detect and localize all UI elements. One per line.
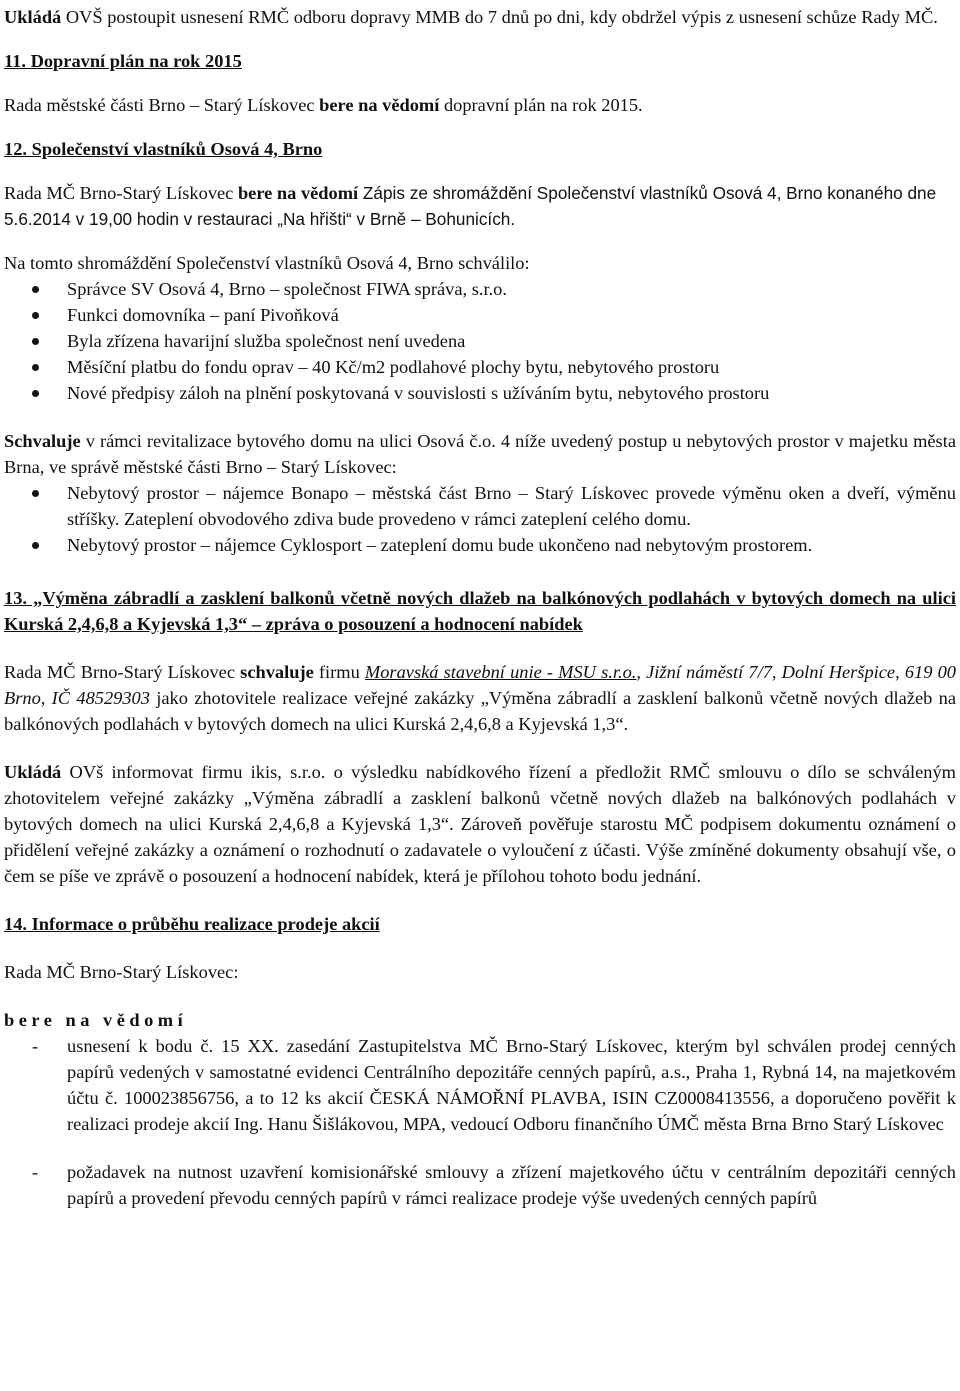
bullet-icon [32,490,39,497]
ovs-lead-word: Ukládá [4,7,62,27]
list-item: Správce SV Osová 4, Brno – společnost FIWA správa, s.r.o. [4,276,956,302]
section-13-instruction: Ukládá OVš informovat firmu ikis, s.r.o. o výsledku nabídkového řízení a předložit RMČ smlouvu o dílo se schváleným zhotovitelem veřejné zakázky „Výměna zábradlí a zasklení balkonů včetně nových dlažeb na balkónových podlahách v bytových domech na ulici Kurská 2,4,6,8 a Kyjevská 1,3“. Zároveň pověřuje starostu MČ podpisem dokumentu oznámení o přidělení veřejné zakázky a oznámení o rozhodnutí o zadavatele o vyloučení z účasti. Výše zmíněné dokumenty obsahují vše, o čem se píše ve zprávě o posouzení a hodnocení nabídek, která je přílohou tohoto bodu jednání. [4,762,956,886]
bullet-icon [32,542,39,549]
section-14-heading: 14. Informace o průběhu realizace prodeje akcií [4,914,380,934]
section-14-intro: Rada MČ Brno-Starý Lískovec: [4,962,239,982]
section-12-heading: 12. Společenství vlastníků Osová 4, Brno [4,139,323,159]
dash-marker: - [32,1162,39,1182]
contractor-address: , Jižní náměstí 7/7, Dolní Heršpice, 619 00 Brno, IČ 48529303 [4,662,956,708]
section-12-approved-intro: Na tomto shromáždění Společenství vlastníků Osová 4, Brno schválilo: [4,253,530,273]
list-item: Byla zřízena havarijní služba společnost není uvedena [4,328,956,354]
contractor-name: Moravská stavební unie - MSU s.r.o. [364,662,637,682]
section-13-heading: 13. „Výměna zábradlí a zasklení balkonů včetně nových dlažeb na balkónových podlahách v bytových domech na ulici Kurská 2,4,6,8 a Kyjevská 1,3“ – zpráva o posouzení a hodnocení nabídek [4,588,956,634]
list-item: - požadavek na nutnost uzavření komisionářské smlouvy a zřízení majetkového účtu v centrálním depozitáři cenných papírů a provedení převodu cenných papírů v rámci realizace prodeje výše uvedených cenných papírů [4,1159,956,1211]
dash-marker: - [32,1036,39,1056]
bullet-icon [32,338,39,345]
section-12-approved-list [4,276,956,406]
section-11-heading: 11. Dopravní plán na rok 2015 [4,51,242,71]
list-item: Funkci domovníka – paní Pivoňková [4,302,956,328]
list-item: Nebytový prostor – nájemce Cyklosport – zateplení domu bude ukončeno nad nebytovým prostorem. [4,532,956,558]
section-12-resolution: Rada MČ Brno-Starý Lískovec bere na vědomí Zápis ze shromáždění Společenství vlastníků Osová 4, Brno konaného dne 5.6.2014 v 19,00 hodin v restauraci „Na hřišti“ v Brně – Bohunicích. [4,183,937,229]
list-item: Nebytový prostor – nájemce Bonapo – městská část Brno – Starý Lískovec provede výměnu oken a dveří, výměnu stříšky. Zateplení obvodového zdiva bude provedeno v rámci zateplení celého domu. [4,480,956,532]
document-page [4,4,956,1211]
list-item: - usnesení k bodu č. 15 XX. zasedání Zastupitelstva MČ Brno-Starý Lískovec, kterým byl schválen prodej cenných papírů vedených v samostatné evidenci Centrálního depozitáře cenných papírů, a.s., Praha 1, Rybná 14, na majetkovém účtu č. 100023856756, a to 12 ks akcií ČESKÁ NÁMOŘNÍ PLAVBA, ISIN CZ0008413556, a doporučeno pověřit k realizaci prodeje akcií Ing. Hanu Šišlákovou, MPA, vedoucí Odboru finančního ÚMČ města Brna Brno Starý Lískovec [4,1033,956,1137]
bullet-icon [32,312,39,319]
section-14-takes-note: bere na vědomí [4,1010,188,1030]
section-12-approves-paragraph: Schvaluje v rámci revitalizace bytového domu na ulici Osová č.o. 4 níže uvedený postup u nebytových prostor v majetku města Brna, ve správě městské části Brno – Starý Lískovec: [4,431,956,477]
bullet-icon [32,364,39,371]
ovs-instruction-text: OVŠ postoupit usnesení RMČ odboru dopravy MMB do 7 dnů po dni, kdy obdržel výpis z usnesení schůze Rady MČ. [61,7,938,27]
bullet-icon [32,390,39,397]
list-item: Nové předpisy záloh na plnění poskytovaná v souvislosti s užíváním bytu, nebytového prostoru [4,380,956,406]
bullet-icon [32,286,39,293]
section-13-resolution: Rada MČ Brno-Starý Lískovec schvaluje firmu Moravská stavební unie - MSU s.r.o., Jižní náměstí 7/7, Dolní Heršpice, 619 00 Brno, IČ 48529303 jako zhotovitele realizace veřejné zakázky „Výměna zábradlí a zasklení balkonů včetně nových dlažeb na balkónových podlahách v bytových domech na ulici Kurská 2,4,6,8 a Kyjevská 1,3“. [4,662,956,734]
section-12-approves-list [4,480,956,558]
list-item: Měsíční platbu do fondu oprav – 40 Kč/m2 podlahové plochy bytu, nebytového prostoru [4,354,956,380]
ovs-instruction-paragraph [4,4,956,30]
section-11-resolution: Rada městské části Brno – Starý Lískovec bere na vědomí dopravní plán na rok 2015. [4,95,643,115]
section-14-list [4,1033,956,1211]
